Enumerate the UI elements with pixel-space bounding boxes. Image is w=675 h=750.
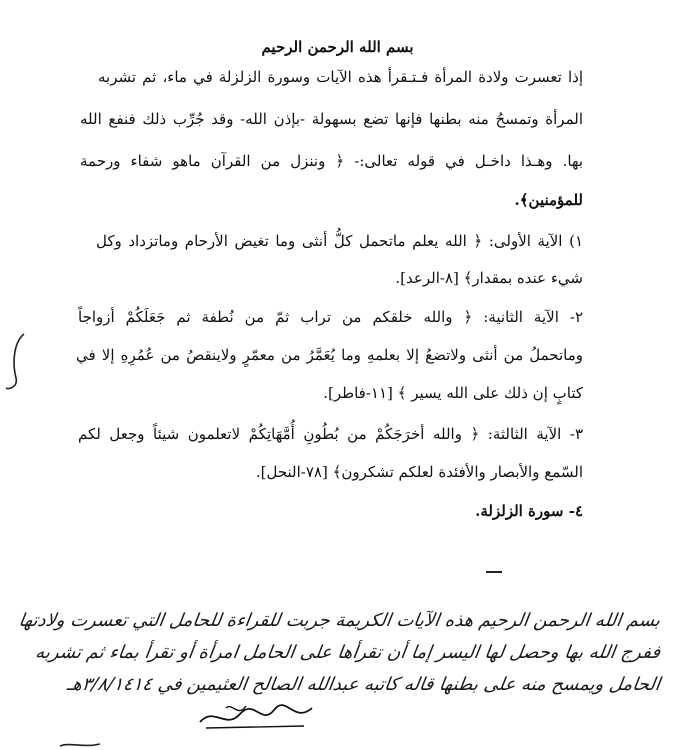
verse-2-line: وماتحملُ من أنثى ولاتضعُ إلا بعلمهِ وما يُعَمَّرُ من معمّرٍ ولاينقصُ من عُمُرِهِ إلا في bbox=[76, 346, 583, 364]
intro-line: بها. وهـذا داخـل في قوله تعالى:- ﴿ وننزل من القرآن ماهو شفاء ورحمة bbox=[80, 152, 583, 170]
surah-zalzalah-item: ٤- سورة الزلزلة. bbox=[475, 502, 583, 520]
handwritten-line: بسم الله الرحمن الرحيم هذه الآيات الكريمة جربت للقراءة للحامل التي تعسرت ولادتها bbox=[17, 610, 662, 631]
handwritten-line: ففرج الله بها وحصل لها اليسر إما أن تقرأها على الحامل امرأة أو تقرأ بماء ثم تشربه bbox=[33, 642, 662, 663]
signature bbox=[196, 700, 316, 734]
verse-2-line: كتابٍ إن ذلك على الله يسير ﴾ [١١-فاطر]. bbox=[323, 384, 583, 402]
dash-mark bbox=[486, 570, 502, 574]
verse-1-line: شيء عنده بمقدار﴾ [٨-الرعد]. bbox=[395, 269, 583, 287]
verse-3-line: السّمع والأبصار والأفئدة لعلكم تشكرون﴾ [٧٨-النحل]. bbox=[255, 463, 583, 481]
verse-1-line: ١) الآية الأولى: ﴿ الله يعلم ماتحمل كلُّ أنثى وما تغيض الأرحام وماتزداد وكل bbox=[96, 232, 583, 250]
intro-line: للمؤمنين﴾. bbox=[514, 191, 583, 209]
bottom-stroke-mark bbox=[60, 742, 100, 748]
verse-3-line: ٣- الآية الثالثة: ﴿ والله أخرَجَكُمْ من بُطُونِ أُمَّهَاتِكُمْ لاتعلمون شيئاً وجعل لكم bbox=[78, 425, 583, 443]
margin-pen-mark bbox=[4, 332, 30, 392]
basmala-heading: بسم الله الرحمن الرحيم bbox=[261, 38, 414, 56]
intro-line: المرأة وتمسحُ منه بطنها فإنها تضع بسهولة -بإذن الله- وقد جُرِّب ذلك فنفع الله bbox=[80, 110, 583, 128]
verse-2-line: ٢- الآية الثانية: ﴿ والله خلقكم من تراب ثمّ من نُطفة ثم جَعَلَكُمْ أزواجاً bbox=[78, 308, 583, 326]
intro-line: إذا تعسرت ولادة المرأة فـتـقرأ هذه الآيات وسورة الزلزلة في ماء، ثم تشربه bbox=[98, 68, 583, 86]
handwritten-line: الحامل ويمسح منه على بطنها قاله كاتبه عبدالله الصالح العثيمين في ٣/٨/١٤١٤هـ bbox=[65, 674, 662, 695]
